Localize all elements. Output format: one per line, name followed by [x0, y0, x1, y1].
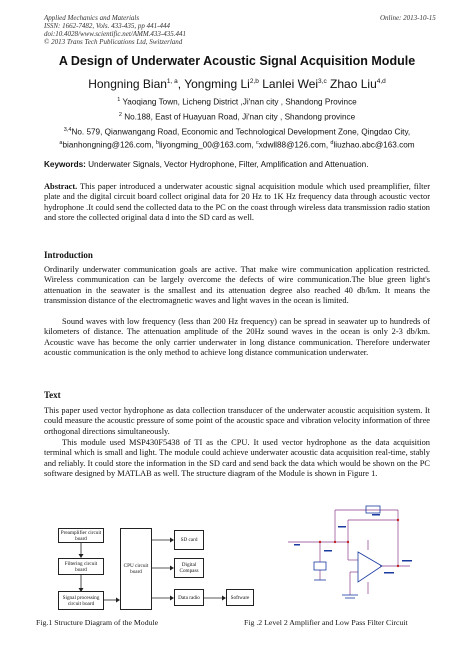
affiliation-text: Yaoqiang Town, Licheng District ,Ji'nan city , Shandong Province [122, 97, 357, 107]
copyright-line: © 2013 Trans Tech Publications Ltd, Switzerland [44, 38, 183, 46]
figure-1-structure-diagram [58, 528, 254, 610]
email-list [0, 138, 474, 151]
email-address: liyongming_00@163.com, [158, 140, 257, 150]
author-name: Zhao Liu [330, 77, 377, 91]
author-list: Hongning Bian$^{1, a}$, Yongming Li$^{2,b}$ Lanlei Wei$^{3,c}$ Zhao Liu$^{4,d}$ [88, 77, 386, 91]
digital-compass-block: Digital Compass [174, 558, 204, 578]
email-sup: a [59, 140, 63, 146]
figure-2-caption: Fig .2 Level 2 Amplifier and Low Pass Filter Circuit [244, 618, 408, 627]
cpu-block: CPU circuit board [120, 528, 152, 610]
affiliation-3 [0, 125, 474, 138]
affiliation-text: No.188, East of Huayuan Road, Ji'nan city , Shandong province [124, 112, 356, 122]
author-sup: 2,b [249, 78, 259, 85]
affiliation-sup: 1 [117, 97, 121, 103]
author-sup: 3,c [318, 78, 327, 85]
abstract-label: Abstract. [44, 182, 78, 191]
author-sup: 4,d [376, 78, 386, 85]
author-name: Hongning Bian [88, 77, 167, 91]
filter-block: Filtering circuit board [58, 558, 104, 575]
text-paragraph-1: This paper used vector hydrophone as data collection transducer of the underwater acoustic acquisition system. It could measure the acoustic pressure of some point of the acoustic space and vibration velocity information of three orthogonal directions simultaneously. [44, 406, 430, 436]
section-heading-text: Text [44, 390, 61, 400]
signal-processing-block: Signal processing circuit board [58, 591, 104, 610]
sd-card-block: SD card [174, 530, 204, 550]
email-sup: c [256, 140, 259, 146]
data-radio-block: Data radio [174, 589, 204, 606]
email-sup: b [155, 140, 159, 146]
keywords [44, 160, 444, 169]
circuit-schematic-graphic [280, 500, 430, 610]
author-name: Lanlei Wei [262, 77, 319, 91]
keywords-label: Keywords: [44, 160, 86, 169]
intro-paragraph-2: Sound waves with low frequency (less than 200 Hz frequency) can be spread in seawater up to hundreds of kilometers of distance. The attenuation amplitude of the 20Hz sound waves in the ocean is only 2-3 db/km. Acoustic wave has become the only carrier underwater in long distance communication. Therefore underwater acoustic communication is the only method to achieve long distance communication underwater. [44, 317, 430, 357]
email-address: xdwll88@126.com, [258, 140, 331, 150]
figure-1-caption: Fig.1 Structure Diagram of the Module [36, 618, 159, 627]
affiliation-sup: 2 [118, 112, 122, 118]
preamplifier-block: Preamplifier circuit board [58, 528, 104, 543]
keywords-text: Underwater Signals, Vector Hydrophone, Filter, Amplification and Attenuation. [85, 160, 369, 169]
author-name: Yongming Li [184, 77, 250, 91]
section-heading-introduction: Introduction [44, 250, 93, 260]
paper-title: A Design of Underwater Acoustic Signal Acquisition Module [58, 54, 416, 68]
affiliation-2 [0, 110, 474, 123]
online-date: Online: 2013-10-15 [380, 14, 436, 22]
abstract-text: This paper introduced a underwater acoustic signal acquisition module which used preamplifier, filter plate and the digital circuit board collect original data for 20 Hz to 1K Hz frequency data through acoustic vector hydrophone .It could send the collected data to the PC on the coast through wireless data transmission radio station and store the collected original data d into the SD card as well. [44, 182, 430, 222]
author-sup: 1, a [166, 78, 178, 85]
software-block: Software [226, 589, 254, 606]
affiliation-text: No. 579, Qianwangang Road, Economic and Technological Development Zone, Qingdao City, [71, 127, 411, 137]
email-address: bianhongning@126.com, [62, 140, 156, 150]
running-header [44, 14, 186, 46]
journal-name: Applied Mechanics and Materials [44, 14, 140, 22]
affiliation-sup: 3,4 [63, 127, 72, 133]
doi-line: doi:10.4028/www.scientific.net/AMM.433-435.441 [44, 30, 186, 38]
abstract [44, 182, 430, 223]
email-sup: d [330, 140, 334, 146]
text-paragraph-2: This module used MSP430F5438 of TI as the CPU. It used vector hydrophone as the data acquisition terminal which is small and light. The module could achieve underwater acoustic data acquisition real-time, stably and reliably. It could store the information in the SD card and send back the data which would be shown on the PC software designed by MATLAB as well. The structure diagram of the Module is shown in Figure 1. [44, 438, 430, 478]
figure-2-circuit-schematic [280, 500, 430, 610]
affiliation-1 [0, 95, 474, 108]
email-address: liuzhao.abc@163.com [333, 140, 415, 150]
issn-line: ISSN: 1662-7482, Vols. 433-435, pp 441-444 [44, 22, 170, 30]
intro-paragraph-1: Ordinarily underwater communication goals are active. That make wire communication application restricted. Wireless communication can be largely overcome the defects of wire communication.The blue green light's attenuation in the seawater is the smallest and its attenuation degree also reached 40 db/km. It means the transmission distance of the electromagnetic waves and light waves in the ocean is limited. [44, 265, 430, 305]
